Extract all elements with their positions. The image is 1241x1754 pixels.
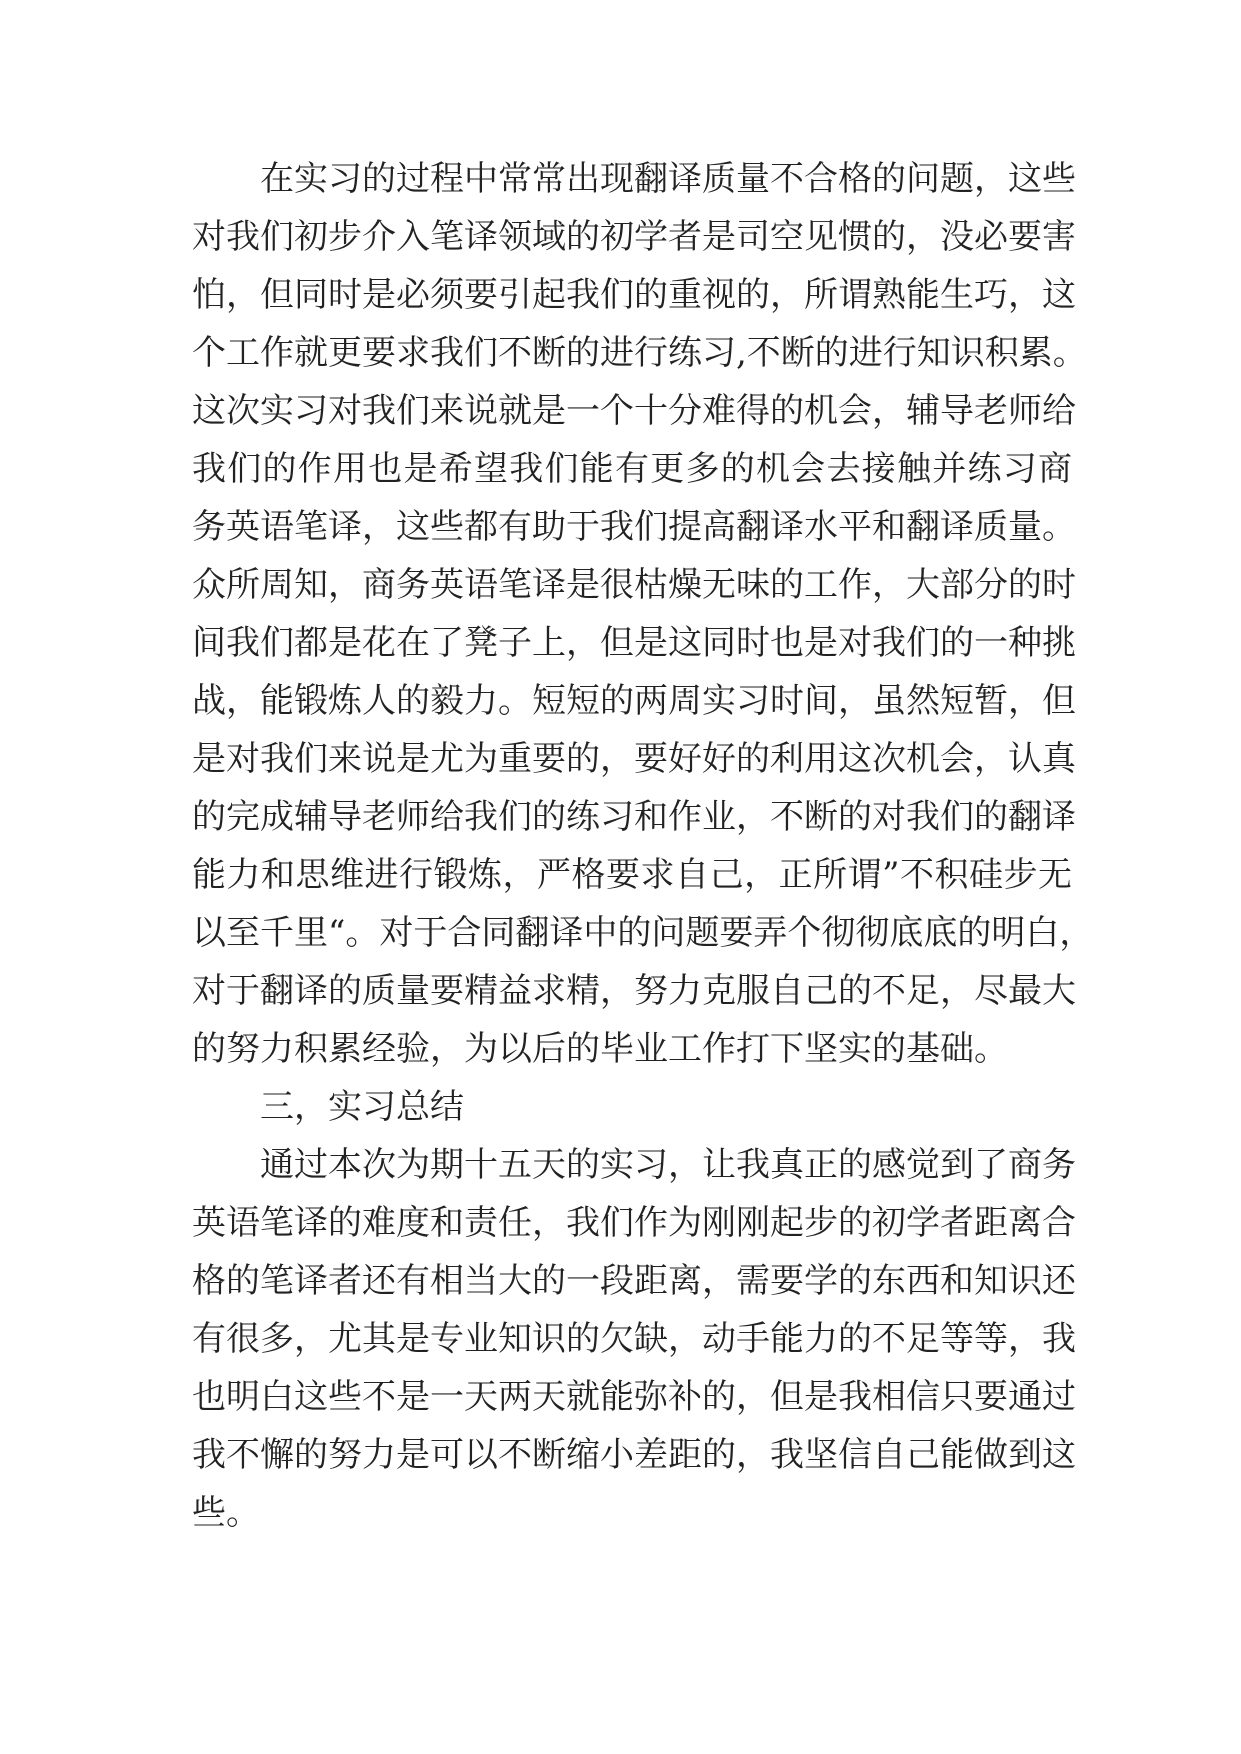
paragraph-line: 的努力积累经验，为以后的毕业工作打下坚实的基础。 [192, 1029, 1008, 1069]
paragraph-line: 格的笔译者还有相当大的一段距离，需要学的东西和知识还 [192, 1261, 1076, 1301]
paragraph-line: 英语笔译的难度和责任，我们作为刚刚起步的初学者距离合 [192, 1203, 1076, 1243]
paragraph-line: 个工作就更要求我们不断的进行练习,不断的进行知识积累。 [192, 333, 1087, 373]
paragraph-line: 通过本次为期十五天的实习，让我真正的感觉到了商务 [260, 1145, 1076, 1185]
paragraph-line: 也明白这些不是一天两天就能弥补的，但是我相信只要通过 [192, 1377, 1076, 1417]
paragraph-line: 对于翻译的质量要精益求精，努力克服自己的不足，尽最大 [192, 971, 1076, 1011]
paragraph-line: 是对我们来说是尤为重要的，要好好的利用这次机会，认真 [192, 739, 1076, 779]
paragraph-line: 务英语笔译，这些都有助于我们提高翻译水平和翻译质量。 [192, 507, 1076, 547]
paragraph-line: 的完成辅导老师给我们的练习和作业，不断的对我们的翻译 [192, 797, 1076, 837]
paragraph-line: 有很多，尤其是专业知识的欠缺，动手能力的不足等等，我 [192, 1319, 1076, 1359]
paragraph-line: 这次实习对我们来说就是一个十分难得的机会，辅导老师给 [192, 391, 1076, 431]
section-heading: 三，实习总结 [260, 1087, 464, 1127]
paragraph-line: 以至千里“。对于合同翻译中的问题要弄个彻彻底底的明白， [192, 913, 1094, 953]
paragraph-line: 我不懈的努力是可以不断缩小差距的，我坚信自己能做到这 [192, 1435, 1076, 1475]
paragraph-line: 在实习的过程中常常出现翻译质量不合格的问题，这些 [260, 159, 1076, 199]
paragraph-line: 间我们都是花在了凳子上，但是这同时也是对我们的一种挑 [192, 623, 1076, 663]
paragraph-line: 战，能锻炼人的毅力。短短的两周实习时间，虽然短暂，但 [192, 681, 1076, 721]
paragraph-1 [192, 150, 1094, 1078]
paragraph-line: 对我们初步介入笔译领域的初学者是司空见惯的，没必要害 [192, 217, 1076, 257]
paragraph-line: 众所周知，商务英语笔译是很枯燥无味的工作，大部分的时 [192, 565, 1076, 605]
paragraph-line: 能力和思维进行锻炼，严格要求自己，正所谓”不积硅步无 [192, 855, 1072, 895]
paragraph-2 [192, 1136, 1076, 1542]
paragraph-line: 我们的作用也是希望我们能有更多的机会去接触并练习商 [192, 449, 1072, 489]
paragraph-line: 些。 [192, 1493, 260, 1533]
document-body [192, 150, 1094, 1542]
paragraph-line: 怕，但同时是必须要引起我们的重视的，所谓熟能生巧，这 [192, 275, 1076, 315]
